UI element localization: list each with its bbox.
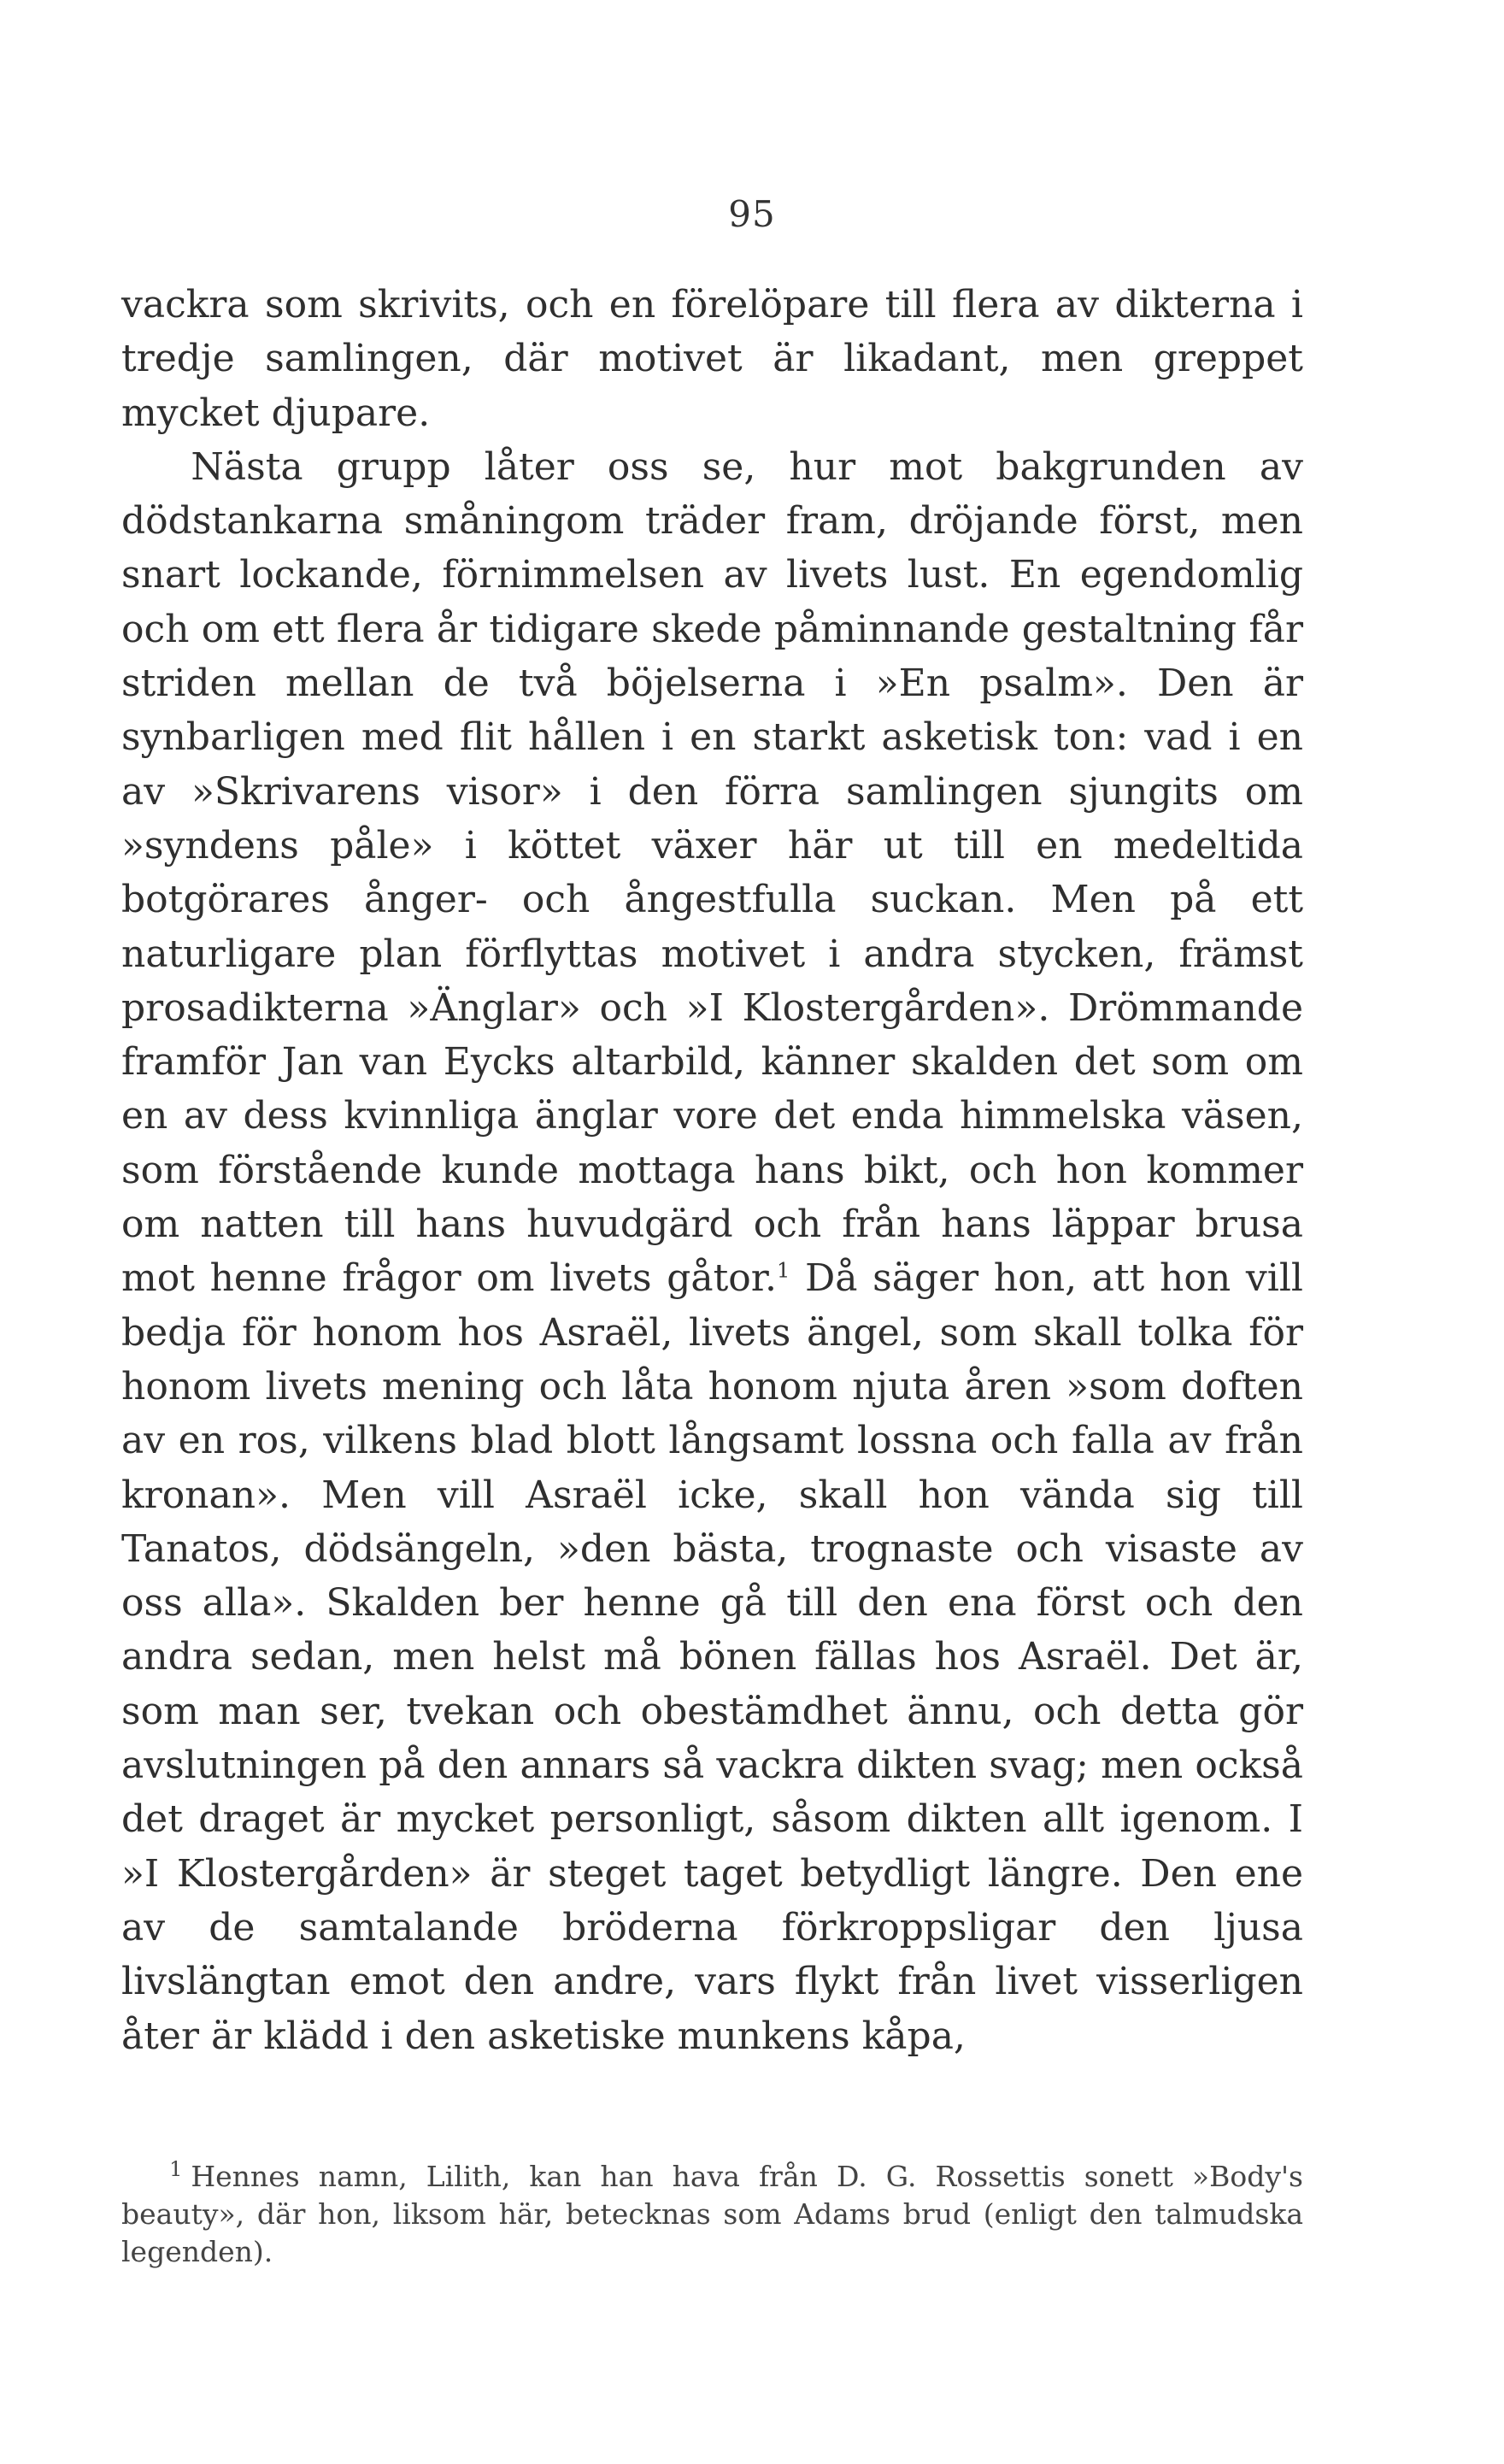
page-number: 95	[728, 193, 776, 235]
footnote	[121, 2158, 1303, 2271]
paragraph-1: vackra som skrivits, och en förelöpare till flera av dikterna i tredje samlingen, där motivet är likadant, men greppet mycket djupare.	[121, 283, 1303, 435]
main-text	[121, 278, 1303, 2063]
footnote-marker: 1	[169, 2157, 183, 2181]
paragraph-2-text-b: Då säger hon, att hon vill bedja för honom hos Asraël, livets ängel, som skall tolka för honom livets mening och låta honom njuta åren »som doften av en ros, vilkens blad blott långsamt lossna och falla av från kronan». Men vill Asraël icke, skall hon vända sig till Tanatos, dödsängeln, »den bästa, trognaste och visaste av oss alla». Skalden ber henne gå till den ena först och den andra sedan, men helst må bönen fällas hos Asraël. Det är, som man ser, tvekan och obestämdhet ännu, och detta gör avslutningen på den annars så vackra dikten svag; men också det draget är mycket personligt, såsom dikten allt igenom. I »I Klostergården» är steget taget betydligt längre. Den ene av de samtalande bröderna förkroppsligar den ljusa livslängtan emot den andre, vars flykt från livet visserligen åter är klädd i den asketiske munkens kåpa,	[121, 1256, 1303, 2058]
footnote-text: Hennes namn, Lilith, kan han hava från D. G. Rossettis sonett »Body's beauty», där hon, liksom här, betecknas som Adams brud (enligt den talmudska legenden).	[121, 2160, 1303, 2268]
footnote-reference: 1	[776, 1258, 790, 1283]
paragraph-2-text-a: Nästa grupp låter oss se, hur mot bakgrunden av dödstankarna småningom träder fram, dröjande först, men snart lockande, förnimmelsen av livets lust. En egendomlig och om ett flera år tidigare skede påminnande gestaltning får striden mellan de två böjelserna i »En psalm». Den är synbarligen med flit hållen i en starkt asketisk ton: vad i en av »Skrivarens visor» i den förra samlingen sjungits om »syndens påle» i köttet växer här ut till en medeltida botgörares ånger- och ångestfulla suckan. Men på ett naturligare plan förflyttas motivet i andra stycken, främst prosadikterna »Änglar» och »I Klostergården». Drömmande framför Jan van Eycks altarbild, känner skalden det som om en av dess kvinnliga änglar vore det enda himmelska väsen, som förstående kunde mottaga hans bikt, och hon kommer om natten till hans huvudgärd och från hans läppar brusa mot henne frågor om livets gåtor.	[121, 444, 1303, 1301]
footnotes	[121, 2158, 1303, 2271]
paragraph-2	[121, 440, 1303, 2063]
